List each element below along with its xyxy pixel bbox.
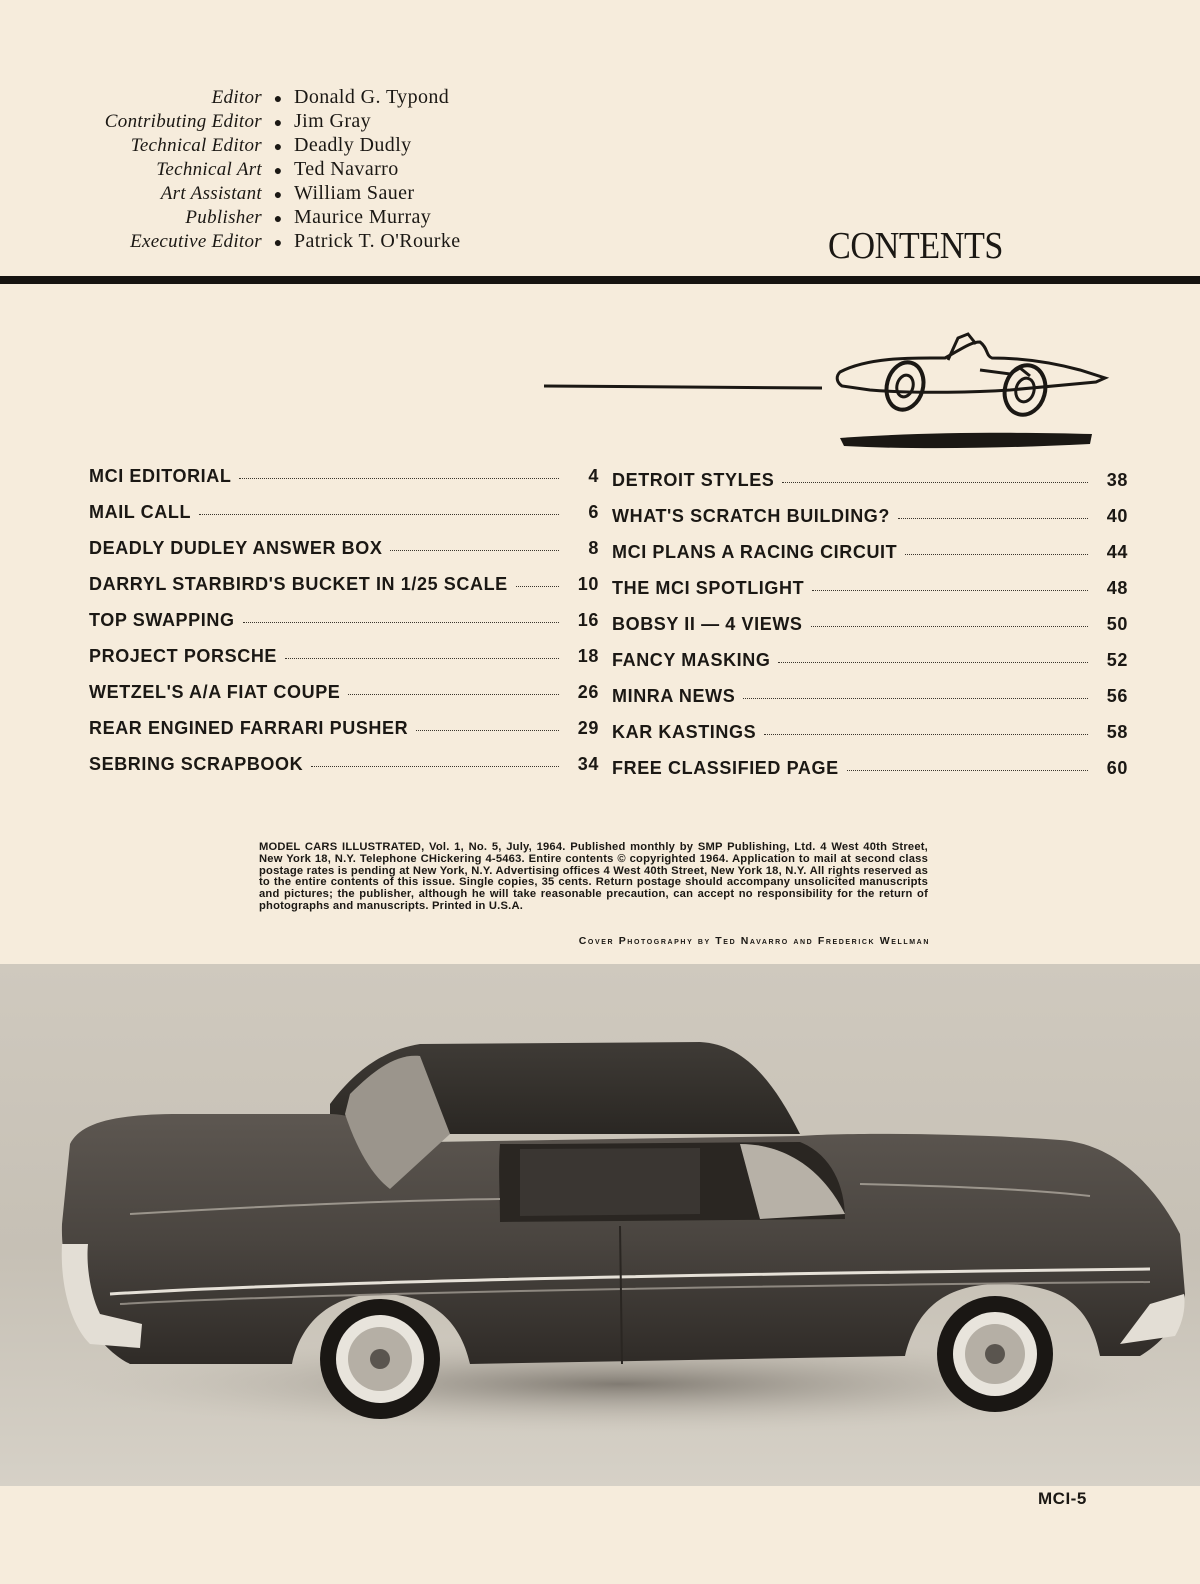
- entry-title: FREE CLASSIFIED PAGE: [612, 758, 839, 778]
- masthead-name: William Sauer: [294, 182, 415, 204]
- contents-entry[interactable]: [612, 758, 1128, 794]
- bullet-icon: ●: [273, 138, 283, 154]
- dot-leader: [243, 621, 559, 623]
- masthead-role: Editor: [211, 87, 262, 108]
- contents-entry[interactable]: [612, 578, 1128, 614]
- publication-info: MODEL CARS ILLUSTRATED, Vol. 1, No. 5, July, 1964. Published monthly by SMP Publishing, Ltd. 4 West 40th Street, New York 18, N.Y. Telephone CHickering 4-5463. Entire contents © copyrighted 1964. Application to mail at second class postage rates is pending at New York, N.Y. Advertising offices 4 West 40th Street, New York 18, N.Y. All rights reserved as to the entire contents of this issue. Single copies, 35 cents. Return postage should accompany unsolicited manuscripts and pictures; the publisher, although he will take reasonable precaution, can accept no responsibility for the return of photographs and manuscripts. Printed in U.S.A.: [259, 841, 928, 912]
- masthead-role: Technical Art: [156, 159, 262, 180]
- bullet-icon: ●: [273, 234, 283, 250]
- contents-entry[interactable]: [89, 682, 599, 718]
- entry-title: WETZEL'S A/A FIAT COUPE: [89, 682, 341, 702]
- entry-page-number: 10: [577, 574, 599, 594]
- entry-title: MINRA NEWS: [612, 686, 736, 706]
- contents-entry[interactable]: [612, 686, 1128, 722]
- entry-title: PROJECT PORSCHE: [89, 646, 278, 666]
- page-folio: MCI-5: [1038, 1489, 1087, 1508]
- dot-leader: [285, 657, 559, 659]
- bullet-icon: ●: [273, 186, 283, 202]
- entry-page-number: 8: [588, 538, 599, 558]
- masthead-row: [60, 158, 520, 182]
- masthead-name: Patrick T. O'Rourke: [294, 230, 461, 252]
- cover-photo-credit: Cover Photography by Ted Navarro and Frederick Wellman: [578, 935, 930, 947]
- masthead-row: [60, 86, 520, 110]
- contents-entry[interactable]: [89, 502, 599, 538]
- entry-title: DEADLY DUDLEY ANSWER BOX: [89, 538, 383, 558]
- entry-page-number: 6: [588, 502, 599, 522]
- contents-entry[interactable]: [89, 718, 599, 754]
- dot-leader: [239, 477, 559, 479]
- dot-leader: [348, 693, 559, 695]
- dot-leader: [764, 733, 1088, 735]
- entry-title: REAR ENGINED FARRARI PUSHER: [89, 718, 409, 738]
- model-car-image: [0, 964, 1200, 1486]
- entry-page-number: 26: [577, 682, 599, 702]
- masthead-role: Technical Editor: [130, 135, 262, 156]
- masthead-role: Executive Editor: [130, 231, 262, 252]
- entry-title: DARRYL STARBIRD'S BUCKET IN 1/25 SCALE: [89, 574, 508, 594]
- entry-page-number: 29: [577, 718, 599, 738]
- masthead-row: [60, 206, 520, 230]
- entry-page-number: 60: [1106, 758, 1128, 778]
- entry-title: MAIL CALL: [89, 502, 192, 522]
- contents-entry[interactable]: [612, 614, 1128, 650]
- entry-page-number: 40: [1106, 506, 1128, 526]
- contents-list-left: [89, 466, 599, 790]
- entry-title: TOP SWAPPING: [89, 610, 235, 630]
- entry-page-number: 34: [577, 754, 599, 774]
- entry-title: KAR KASTINGS: [612, 722, 757, 742]
- dot-leader: [898, 517, 1088, 519]
- dot-leader: [847, 769, 1088, 771]
- entry-page-number: 16: [577, 610, 599, 630]
- entry-page-number: 4: [588, 466, 599, 486]
- masthead-name: Deadly Dudly: [294, 134, 412, 156]
- header-rule: [0, 276, 1200, 284]
- masthead-name: Ted Navarro: [294, 158, 399, 180]
- entry-title: WHAT'S SCRATCH BUILDING?: [612, 506, 890, 526]
- entry-title: FANCY MASKING: [612, 650, 771, 670]
- masthead-name: Maurice Murray: [294, 206, 432, 228]
- dot-leader: [778, 661, 1088, 663]
- contents-entry[interactable]: [89, 466, 599, 502]
- masthead-role: Publisher: [185, 207, 262, 228]
- contents-entry[interactable]: [89, 754, 599, 790]
- contents-list-right: [612, 470, 1128, 794]
- entry-page-number: 48: [1106, 578, 1128, 598]
- dot-leader: [390, 549, 559, 551]
- entry-title: DETROIT STYLES: [612, 470, 775, 490]
- bullet-icon: ●: [273, 210, 283, 226]
- contents-entry[interactable]: [89, 538, 599, 574]
- masthead: [60, 86, 520, 254]
- contents-entry[interactable]: [612, 506, 1128, 542]
- dot-leader: [782, 481, 1088, 483]
- dot-leader: [311, 765, 559, 767]
- entry-page-number: 44: [1106, 542, 1128, 562]
- bullet-icon: ●: [273, 90, 283, 106]
- contents-entry[interactable]: [89, 610, 599, 646]
- contents-entry[interactable]: [89, 646, 599, 682]
- entry-title: THE MCI SPOTLIGHT: [612, 578, 805, 598]
- masthead-role: Art Assistant: [160, 183, 262, 204]
- dot-leader: [416, 729, 559, 731]
- entry-page-number: 58: [1106, 722, 1128, 742]
- dot-leader: [811, 625, 1088, 627]
- entry-page-number: 38: [1106, 470, 1128, 490]
- masthead-row: [60, 134, 520, 158]
- dot-leader: [199, 513, 559, 515]
- contents-entry[interactable]: [612, 470, 1128, 506]
- contents-entry[interactable]: [612, 542, 1128, 578]
- masthead-role: Contributing Editor: [104, 111, 262, 132]
- contents-entry[interactable]: [89, 574, 599, 610]
- dot-leader: [743, 697, 1088, 699]
- entry-title: BOBSY II — 4 VIEWS: [612, 614, 803, 634]
- contents-heading: CONTENTS: [828, 225, 1004, 267]
- contents-entry[interactable]: [612, 650, 1128, 686]
- bullet-icon: ●: [273, 114, 283, 130]
- entry-title: MCI EDITORIAL: [89, 466, 232, 486]
- masthead-name: Jim Gray: [294, 110, 372, 132]
- bullet-icon: ●: [273, 162, 283, 178]
- masthead-name: Donald G. Typond: [294, 86, 450, 108]
- cover-car-photo: [0, 964, 1200, 1486]
- dot-leader: [812, 589, 1088, 591]
- dot-leader: [516, 585, 559, 587]
- masthead-row: [60, 110, 520, 134]
- entry-page-number: 56: [1106, 686, 1128, 706]
- race-car-sketch-icon: [540, 328, 1120, 458]
- dot-leader: [905, 553, 1088, 555]
- masthead-row: [60, 182, 520, 206]
- entry-page-number: 52: [1106, 650, 1128, 670]
- entry-page-number: 18: [577, 646, 599, 666]
- entry-page-number: 50: [1106, 614, 1128, 634]
- contents-entry[interactable]: [612, 722, 1128, 758]
- entry-title: MCI PLANS A RACING CIRCUIT: [612, 542, 898, 562]
- masthead-row: [60, 230, 520, 254]
- entry-title: SEBRING SCRAPBOOK: [89, 754, 304, 774]
